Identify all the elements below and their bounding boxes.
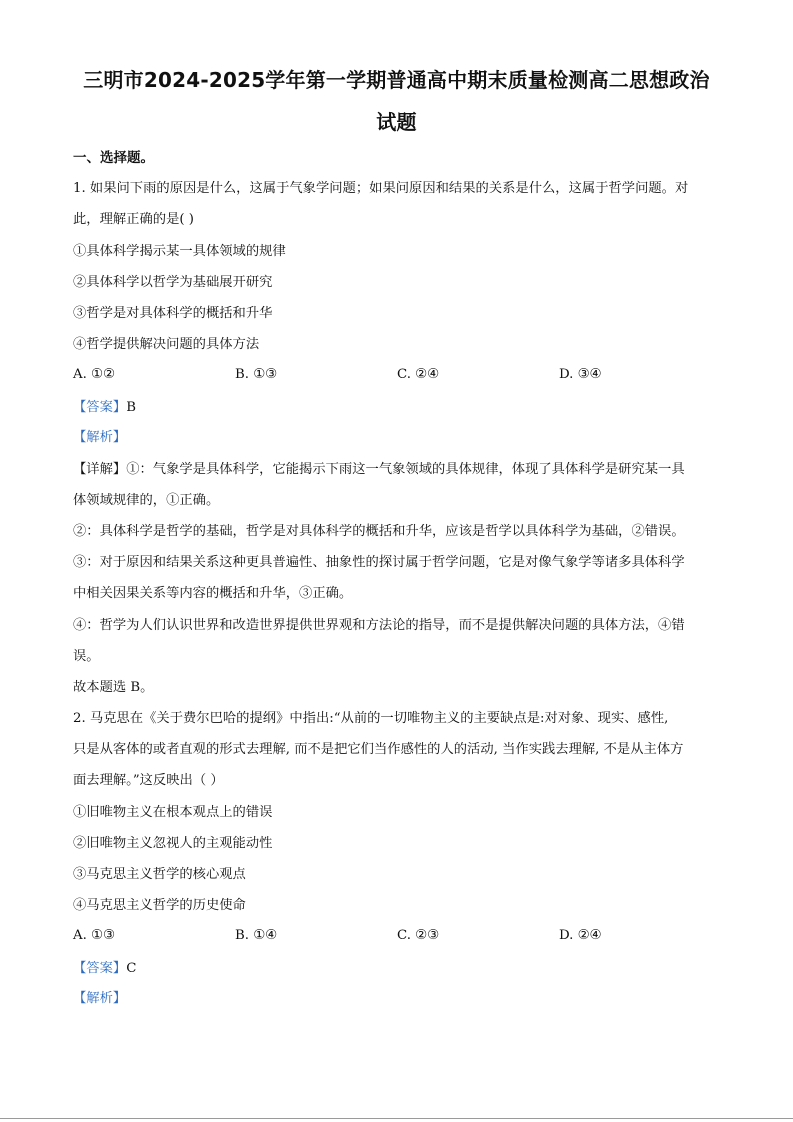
q1-detail-line: ④：哲学为人们认识世界和改造世界提供世界观和方法论的指导，而不是提供解决问题的具体方法，④错 <box>73 618 685 633</box>
q1-choice-c: C. ②④ <box>397 367 439 382</box>
q2-option: ③马克思主义哲学的核心观点 <box>73 867 246 882</box>
q2-option: ④马克思主义哲学的历史使命 <box>73 898 246 913</box>
q1-detail-line <box>73 461 723 479</box>
answer-tag: 【答案】 <box>73 961 127 976</box>
document-title: 三明市2024-2025学年第一学期普通高中期末质量检测高二思想政治 <box>83 68 710 92</box>
q2-choice-a: A. ①③ <box>73 928 115 943</box>
q1-choice-b: B. ①③ <box>235 367 278 382</box>
q2-choice-d: D. ②④ <box>559 928 602 943</box>
detail-text: ①：气象学是具体科学，它能揭示下雨这一气象领域的具体规律，体现了具体科学是研究某一具 <box>126 462 685 477</box>
q2-answer <box>73 960 723 978</box>
answer-value: B <box>126 400 136 415</box>
q2-option: ②旧唯物主义忽视人的主观能动性 <box>73 836 273 851</box>
q1-option: ③哲学是对具体科学的概括和升华 <box>73 306 273 321</box>
q2-option: ①旧唯物主义在根本观点上的错误 <box>73 805 273 820</box>
q2-choice-b: B. ①④ <box>235 928 278 943</box>
q1-option: ①具体科学揭示某一具体领域的规律 <box>73 244 286 259</box>
q2-stem-line: 只是从客体的或者直观的形式去理解, 而不是把它们当作感性的人的活动, 当作实践去理解, 不是从主体方 <box>73 742 684 757</box>
detail-tag: 【详解】 <box>73 462 127 477</box>
q1-detail-line: 误。 <box>73 649 100 664</box>
q2-stem-line: 面去理解。”这反映出（ ） <box>73 773 224 788</box>
q1-analysis-tag: 【解析】 <box>73 430 127 445</box>
q1-choice-d: D. ③④ <box>559 367 602 382</box>
answer-value: C <box>126 961 137 976</box>
q1-choice-a: A. ①② <box>73 367 115 382</box>
q1-option: ④哲学提供解决问题的具体方法 <box>73 337 260 352</box>
q1-detail-line: ③：对于原因和结果关系这种更具普遍性、抽象性的探讨属于哲学问题，它是对像气象学等诸多具体科学 <box>73 555 685 570</box>
q1-detail-line: 中相关因果关系等内容的概括和升华，③正确。 <box>73 586 353 601</box>
q1-option: ②具体科学以哲学为基础展开研究 <box>73 275 273 290</box>
page-bottom-divider <box>0 1118 793 1119</box>
q1-stem-line: 此，理解正确的是( ) <box>73 212 194 227</box>
q2-stem-line: 2. 马克思在《关于费尔巴哈的提纲》中指出:“从前的一切唯物主义的主要缺点是:对对象、现实、感性, <box>73 711 669 726</box>
q1-stem-line: 1. 如果问下雨的原因是什么，这属于气象学问题；如果问原因和结果的关系是什么，这属于哲学问题。对 <box>73 181 689 196</box>
answer-tag: 【答案】 <box>73 400 127 415</box>
q1-detail-line: ②：具体科学是哲学的基础，哲学是对具体科学的概括和升华，应该是哲学以具体科学为基础，②错误。 <box>73 524 685 539</box>
q1-answer <box>73 399 723 417</box>
q1-conclusion: 故本题选 B。 <box>73 680 154 695</box>
q2-choice-c: C. ②③ <box>397 928 439 943</box>
document-title-continuation: 试题 <box>376 110 417 134</box>
q1-detail-line: 体领域规律的，①正确。 <box>73 493 220 508</box>
section-heading: 一、选择题。 <box>73 150 154 166</box>
q2-analysis-tag: 【解析】 <box>73 991 127 1006</box>
